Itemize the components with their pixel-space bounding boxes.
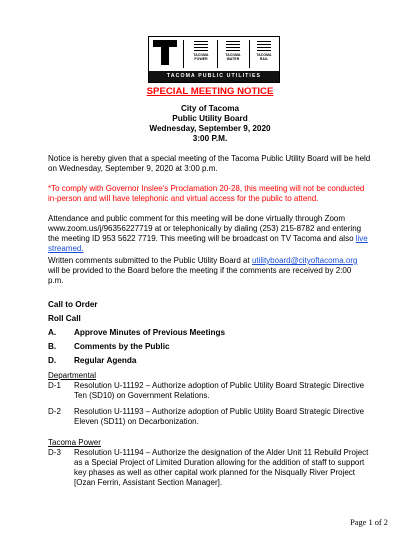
- logo-power-label: TACOMA POWER: [193, 53, 209, 61]
- agenda-item-minutes: Approve Minutes of Previous Meetings: [74, 328, 226, 337]
- logo-power: [189, 39, 213, 69]
- resolution-d3: [74, 448, 392, 488]
- attendance-line: [48, 234, 390, 244]
- resolution-line: key phases as well as other capital work planned for the Nisqually River Project: [74, 468, 356, 477]
- written-line: will be provided to the Board before the meeting if the comments are received by 2:00: [48, 266, 352, 275]
- logo-divider: [217, 40, 218, 68]
- logo-bar-text: TACOMA PUBLIC UTILITIES: [149, 71, 279, 82]
- rail-tracks-icon: [257, 41, 271, 51]
- header-board: Public Utility Board: [172, 114, 248, 123]
- live-stream-link-cont[interactable]: streamed.: [48, 244, 84, 253]
- tacoma-public-utilities-logo: [148, 36, 280, 83]
- covid-line: *To comply with Governor Inslee's Proclamation 20-28, this meeting will not be conducted: [48, 184, 365, 193]
- resolution-line: as a Special Project of Limited Duration allowing for the addition of staff to support: [74, 458, 365, 467]
- call-to-order: Call to Order: [48, 300, 98, 309]
- notice-paragraph: [48, 154, 390, 174]
- water-waves-icon: [226, 41, 240, 51]
- attendance-text: the meeting ID 953 5622 7719. This meeting will be broadcast on TV Tacoma and also: [48, 234, 356, 243]
- written-text: Written comments submitted to the Public Utility Board at: [48, 256, 252, 265]
- tacoma-t-icon: [152, 39, 178, 66]
- resolution-line: Ten (SD10) on Government Relations.: [74, 391, 210, 400]
- logo-water-label: TACOMA WATER: [225, 53, 241, 61]
- logo-rail: [252, 39, 276, 69]
- logo-divider: [249, 40, 250, 68]
- resolution-line: [Ozan Ferrin, Assistant Section Manager].: [74, 478, 223, 487]
- resolution-line: Resolution U-11193 – Authorize adoption of Public Utility Board Strategic Directive: [74, 407, 365, 416]
- logo-divider: [183, 40, 184, 68]
- covid-line: in-person and will have telephonic and virtual access for the public to attend.: [48, 194, 319, 203]
- live-stream-link[interactable]: live: [355, 234, 368, 243]
- page-number: Page 1 of 2: [350, 518, 388, 527]
- utility-board-email-link[interactable]: utilityboard@cityoftacoma.org: [251, 256, 358, 265]
- roll-call: Roll Call: [48, 314, 81, 323]
- logo-water: [221, 39, 245, 69]
- attendance-line: www.zoom.us/j/96356227719 at or telephonically by dialing (253) 215-8782 and entering: [48, 224, 362, 233]
- attendance-paragraph: [48, 214, 390, 254]
- agenda-item-public-comments: Comments by the Public: [74, 342, 170, 351]
- written-line: p.m.: [48, 276, 64, 285]
- resolution-line: Eleven (SD11) on Decarbonization.: [74, 417, 199, 426]
- agenda-item-letter: B.: [48, 342, 57, 351]
- logo-rail-label: TACOMA RAIL: [256, 53, 272, 61]
- written-comments-paragraph: [48, 256, 390, 286]
- resolution-d1: [74, 381, 392, 401]
- resolution-line: Resolution U-11192 – Authorize adoption of Public Utility Board Strategic Directive: [74, 381, 365, 390]
- attendance-line: Attendance and public comment for this meeting will be done virtually through Zoom: [48, 214, 346, 223]
- notice-title: SPECIAL MEETING NOTICE: [146, 86, 274, 97]
- power-lines-icon: [194, 41, 208, 51]
- agenda-item-letter: D.: [48, 356, 57, 365]
- tacoma-power-heading: Tacoma Power: [48, 438, 101, 447]
- covid-notice-paragraph: [48, 184, 390, 204]
- resolution-number: D-2: [48, 407, 61, 416]
- header-date: Wednesday, September 9, 2020: [149, 124, 271, 133]
- resolution-number: D-1: [48, 381, 61, 390]
- agenda-item-regular: Regular Agenda: [74, 356, 137, 365]
- resolution-number: D-3: [48, 448, 61, 457]
- resolution-line: Resolution U-11194 – Authorize the designation of the Alder Unit 11 Rebuild Project: [74, 448, 369, 457]
- notice-line: Notice is hereby given that a special meeting of the Tacoma Public Utility Board will be held: [48, 154, 371, 163]
- header-time: 3:00 P.M.: [192, 134, 228, 143]
- departmental-heading: Departmental: [48, 371, 97, 380]
- resolution-d2: [74, 407, 392, 427]
- agenda-item-letter: A.: [48, 328, 57, 337]
- header-city: City of Tacoma: [180, 104, 240, 113]
- notice-line: on Wednesday, September 9, 2020 at 3:00 p.m.: [48, 164, 218, 173]
